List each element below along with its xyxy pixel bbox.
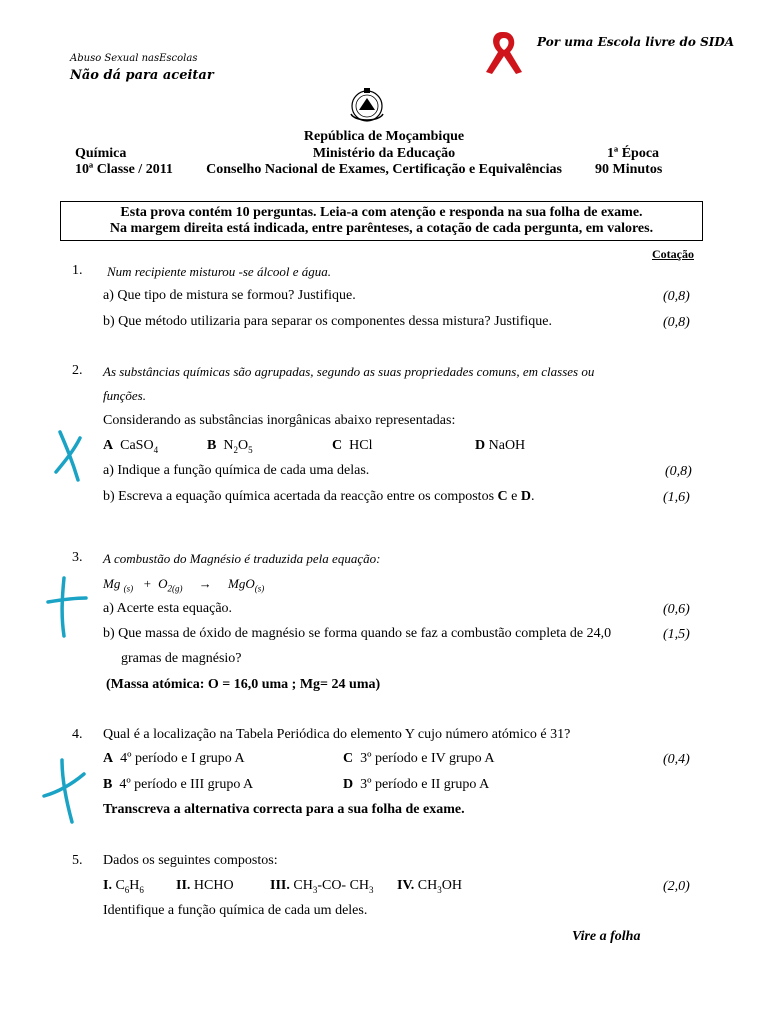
question-3a-score: (0,6) bbox=[663, 602, 690, 617]
national-emblem-icon bbox=[345, 86, 389, 126]
council-title: Conselho Nacional de Exames, Certificação e Equivalências bbox=[206, 162, 562, 177]
notice-line2: Na margem direita está indicada, entre parênteses, a cotação de cada pergunta, em valores. bbox=[109, 221, 654, 236]
question-2-option-d: D NaOH bbox=[475, 438, 526, 453]
question-2b-score: (1,6) bbox=[663, 490, 690, 505]
question-4-score: (0,4) bbox=[663, 752, 690, 767]
question-4-instruction: Transcreva a alternativa correcta para a sua folha de exame. bbox=[103, 802, 465, 817]
question-2a: a) Indique a função química de cada uma delas. bbox=[103, 463, 370, 478]
republic-title: República de Moçambique bbox=[303, 129, 465, 144]
red-ribbon-icon bbox=[480, 28, 530, 76]
question-3-atomic-mass: (Massa atómica: O = 16,0 uma ; Mg= 24 uma) bbox=[106, 677, 381, 692]
question-2b: b) Escreva a equação química acertada da reacção entre os compostos C e D. bbox=[103, 489, 535, 504]
question-4-option-a: A 4º período e I grupo A bbox=[103, 751, 245, 766]
duration: 90 Minutos bbox=[595, 162, 663, 177]
question-5-score: (2,0) bbox=[663, 879, 690, 894]
question-4-stem: Qual é a localização na Tabela Periódica do elemento Y cujo número atómico é 31? bbox=[103, 727, 571, 742]
question-1-stem: Num recipiente misturou -se álcool e água. bbox=[107, 264, 331, 279]
question-5-compound-2: II. HCHO bbox=[176, 878, 234, 893]
question-3-number: 3. bbox=[72, 550, 83, 565]
question-2-option-a: A CaSO$_4$ bbox=[103, 438, 159, 455]
question-4-number: 4. bbox=[72, 727, 83, 742]
question-4-option-b: B 4º período e III grupo A bbox=[103, 777, 254, 792]
question-2a-score: (0,8) bbox=[665, 464, 692, 479]
subject: Química bbox=[75, 146, 127, 161]
question-2-stem-1: As substâncias químicas são agrupadas, segundo as suas propriedades comuns, em classes ou bbox=[103, 364, 595, 379]
question-1-number: 1. bbox=[72, 263, 83, 278]
grade-year: 10ª Classe / 2011 bbox=[75, 162, 173, 177]
notice-line1: Esta prova contém 10 perguntas. Leia-a com atenção e responda na sua folha de exame. bbox=[120, 205, 643, 220]
question-3b-line2: gramas de magnésio? bbox=[121, 651, 242, 666]
question-2-option-c: C HCl bbox=[332, 438, 373, 453]
question-2-stem-2: funções. bbox=[103, 388, 146, 403]
question-4-option-d: D 3º período e II grupo A bbox=[343, 777, 490, 792]
ministry-title: Ministério da Educação bbox=[312, 146, 456, 161]
question-3a: a) Acerte esta equação. bbox=[103, 601, 233, 616]
question-3-stem: A combustão do Magnésio é traduzida pela equação: bbox=[103, 551, 381, 566]
question-2-consider: Considerando as substâncias inorgânicas abaixo representadas: bbox=[103, 413, 456, 428]
question-3-equation: Mg $_{(s)} + O_{2(g)}$ → MgO$_{(s)}$ bbox=[103, 576, 265, 594]
question-2-option-b: B $N_2O_5$ bbox=[207, 438, 253, 455]
question-3b-score: (1,5) bbox=[663, 627, 690, 642]
question-1a-score: (0,8) bbox=[663, 289, 690, 304]
question-5-compound-4: IV. $CH_3OH$ bbox=[397, 878, 462, 895]
question-1a: a) Que tipo de mistura se formou? Justifique. bbox=[103, 288, 356, 303]
pen-mark-x-icon bbox=[48, 428, 88, 488]
question-5-stem: Dados os seguintes compostos: bbox=[103, 853, 278, 868]
question-5-compound-3: III. $CH_3-CO-$ $CH_3$ bbox=[270, 878, 374, 895]
instructions-box bbox=[60, 201, 703, 241]
campaign-slogan: Por uma Escola livre do SIDA bbox=[537, 35, 735, 49]
question-1b-score: (0,8) bbox=[663, 315, 690, 330]
turn-page-note: Vire a folha bbox=[572, 929, 641, 944]
question-1b: b) Que método utilizaria para separar os componentes dessa mistura? Justifique. bbox=[103, 314, 553, 329]
question-5-instruction: Identifique a função química de cada um deles. bbox=[103, 903, 368, 918]
pen-mark-cross-icon bbox=[42, 574, 90, 640]
cotacao-header: Cotação bbox=[652, 247, 694, 261]
question-2-number: 2. bbox=[72, 363, 83, 378]
abuse-slogan-line2: Não dá para aceitar bbox=[70, 68, 214, 83]
question-3b-line1: b) Que massa de óxido de magnésio se forma quando se faz a combustão completa de 24,0 bbox=[103, 626, 612, 641]
epoch: 1ª Época bbox=[607, 146, 660, 161]
question-4-option-c: C 3º período e IV grupo A bbox=[343, 751, 495, 766]
pen-mark-x-icon bbox=[40, 756, 88, 828]
question-5-compound-1: I. $C_6H_6$ bbox=[103, 878, 144, 895]
question-5-number: 5. bbox=[72, 853, 83, 868]
abuse-slogan-line1: Abuso Sexual nasEscolas bbox=[70, 53, 198, 64]
